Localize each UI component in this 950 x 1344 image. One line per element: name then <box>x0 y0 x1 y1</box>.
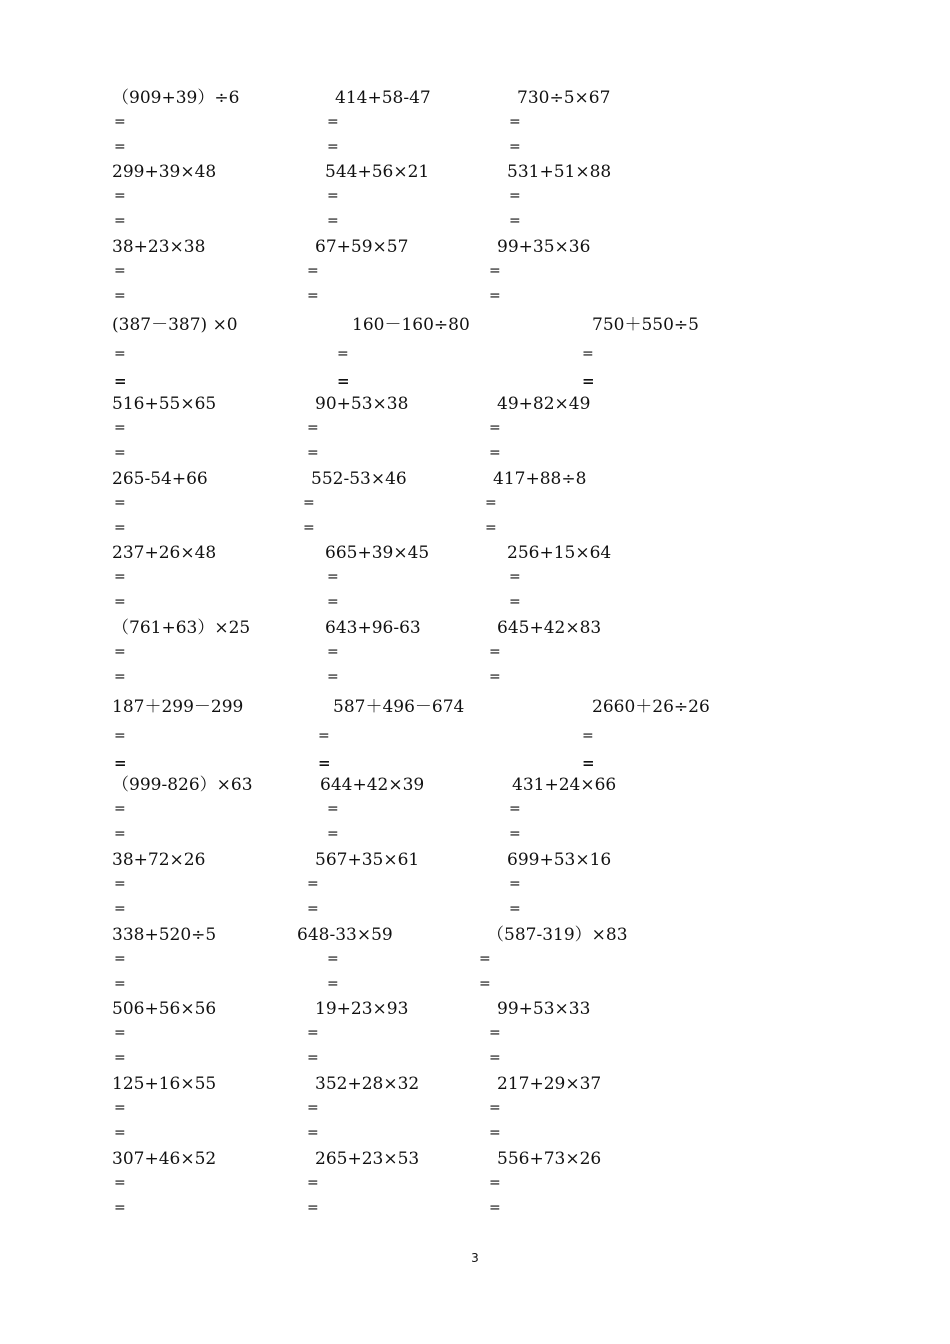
problem-expression: 19+23×93 <box>315 999 409 1019</box>
answer-line-1: = <box>489 263 501 279</box>
answer-line-1: = <box>337 346 349 362</box>
problem-expression: 567+35×61 <box>315 850 420 870</box>
answer-line-1: = <box>307 876 319 892</box>
answer-line-2: = <box>337 372 350 390</box>
answer-line-2: = <box>114 901 126 917</box>
answer-line-1: = <box>327 644 339 660</box>
problem-expression: 38+23×38 <box>112 237 206 257</box>
answer-line-2: = <box>114 213 126 229</box>
problem-expression: 730÷5×67 <box>517 88 611 108</box>
answer-line-2: = <box>307 901 319 917</box>
problem-expression: 38+72×26 <box>112 850 206 870</box>
problem-expression: 645+42×83 <box>497 618 602 638</box>
answer-line-2: = <box>489 1050 501 1066</box>
answer-line-1: = <box>114 1025 126 1041</box>
problem-expression: 506+56×56 <box>112 999 217 1019</box>
problem-expression: 516+55×65 <box>112 394 217 414</box>
answer-line-1: = <box>114 951 126 967</box>
problem-expression: （761+63）×25 <box>112 618 251 638</box>
answer-line-1: = <box>307 263 319 279</box>
answer-line-1: = <box>114 495 126 511</box>
problem-expression: 665+39×45 <box>325 543 430 563</box>
answer-line-1: = <box>114 188 126 204</box>
answer-line-2: = <box>485 520 497 536</box>
answer-line-1: = <box>114 1100 126 1116</box>
problem-expression: 544+56×21 <box>325 162 430 182</box>
answer-line-1: = <box>327 188 339 204</box>
answer-line-1: = <box>114 876 126 892</box>
answer-line-2: = <box>114 288 126 304</box>
problem-expression: 699+53×16 <box>507 850 612 870</box>
answer-line-2: = <box>114 1125 126 1141</box>
answer-line-1: = <box>489 1175 501 1191</box>
answer-line-2: = <box>327 976 339 992</box>
answer-line-1: = <box>489 1025 501 1041</box>
answer-line-1: = <box>114 801 126 817</box>
answer-line-1: = <box>582 728 594 744</box>
answer-line-2: = <box>114 754 127 772</box>
problem-expression: 750＋550÷5 <box>592 315 699 335</box>
answer-line-2: = <box>509 901 521 917</box>
problem-expression: 648-33×59 <box>297 925 393 945</box>
answer-line-1: = <box>307 1025 319 1041</box>
answer-line-2: = <box>489 1125 501 1141</box>
problem-expression: （999-826）×63 <box>112 775 253 795</box>
answer-line-1: = <box>114 644 126 660</box>
answer-line-1: = <box>114 114 126 130</box>
answer-line-1: = <box>509 188 521 204</box>
answer-line-1: = <box>114 346 126 362</box>
answer-line-1: = <box>307 1175 319 1191</box>
problem-expression: 417+88÷8 <box>493 469 587 489</box>
answer-line-2: = <box>114 826 126 842</box>
answer-line-2: = <box>582 754 595 772</box>
answer-line-1: = <box>327 114 339 130</box>
problem-expression: 265-54+66 <box>112 469 208 489</box>
problem-expression: （587-319）×83 <box>487 925 628 945</box>
answer-line-1: = <box>114 569 126 585</box>
problem-expression: 125+16×55 <box>112 1074 217 1094</box>
answer-line-2: = <box>327 594 339 610</box>
problem-expression: 67+59×57 <box>315 237 409 257</box>
answer-line-2: = <box>114 669 126 685</box>
problem-expression: 299+39×48 <box>112 162 217 182</box>
problem-expression: 338+520÷5 <box>112 925 217 945</box>
answer-line-2: = <box>318 754 331 772</box>
answer-line-1: = <box>114 420 126 436</box>
problem-expression: 307+46×52 <box>112 1149 217 1169</box>
answer-line-1: = <box>303 495 315 511</box>
answer-line-2: = <box>582 372 595 390</box>
problem-expression: 531+51×88 <box>507 162 612 182</box>
problem-expression: 99+53×33 <box>497 999 591 1019</box>
answer-line-1: = <box>327 951 339 967</box>
answer-line-2: = <box>303 520 315 536</box>
page-number: 3 <box>471 1251 479 1265</box>
problem-expression: 237+26×48 <box>112 543 217 563</box>
answer-line-1: = <box>509 569 521 585</box>
answer-line-2: = <box>509 213 521 229</box>
problem-expression: (387－387) ×0 <box>112 315 238 335</box>
answer-line-1: = <box>509 114 521 130</box>
problem-expression: 217+29×37 <box>497 1074 602 1094</box>
answer-line-2: = <box>114 372 127 390</box>
answer-line-2: = <box>489 445 501 461</box>
answer-line-1: = <box>479 951 491 967</box>
answer-line-2: = <box>327 213 339 229</box>
answer-line-2: = <box>327 669 339 685</box>
answer-line-2: = <box>489 1200 501 1216</box>
answer-line-1: = <box>114 263 126 279</box>
problem-expression: 49+82×49 <box>497 394 591 414</box>
answer-line-1: = <box>582 346 594 362</box>
problem-expression: 256+15×64 <box>507 543 612 563</box>
answer-line-2: = <box>509 594 521 610</box>
answer-line-2: = <box>114 139 126 155</box>
problem-expression: 2660＋26÷26 <box>592 697 710 717</box>
answer-line-2: = <box>327 139 339 155</box>
answer-line-2: = <box>489 288 501 304</box>
answer-line-2: = <box>307 1125 319 1141</box>
answer-line-2: = <box>327 826 339 842</box>
problem-expression: 352+28×32 <box>315 1074 420 1094</box>
answer-line-1: = <box>509 876 521 892</box>
answer-line-2: = <box>307 288 319 304</box>
answer-line-2: = <box>479 976 491 992</box>
problem-expression: 587＋496－674 <box>333 697 465 717</box>
problem-expression: 414+58-47 <box>335 88 431 108</box>
answer-line-2: = <box>114 976 126 992</box>
answer-line-1: = <box>318 728 330 744</box>
answer-line-1: = <box>509 801 521 817</box>
answer-line-1: = <box>489 420 501 436</box>
problem-expression: 556+73×26 <box>497 1149 602 1169</box>
answer-line-1: = <box>114 1175 126 1191</box>
problem-expression: （909+39）÷6 <box>112 88 240 108</box>
answer-line-2: = <box>114 594 126 610</box>
answer-line-1: = <box>307 420 319 436</box>
answer-line-2: = <box>114 1200 126 1216</box>
problem-expression: 90+53×38 <box>315 394 409 414</box>
answer-line-1: = <box>327 569 339 585</box>
problem-expression: 265+23×53 <box>315 1149 420 1169</box>
answer-line-1: = <box>485 495 497 511</box>
answer-line-1: = <box>489 1100 501 1116</box>
answer-line-1: = <box>327 801 339 817</box>
answer-line-2: = <box>114 1050 126 1066</box>
problem-expression: 99+35×36 <box>497 237 591 257</box>
problem-expression: 644+42×39 <box>320 775 425 795</box>
answer-line-2: = <box>489 669 501 685</box>
problem-expression: 431+24×66 <box>512 775 617 795</box>
answer-line-2: = <box>114 520 126 536</box>
answer-line-2: = <box>509 139 521 155</box>
answer-line-1: = <box>307 1100 319 1116</box>
problem-expression: 552-53×46 <box>311 469 407 489</box>
answer-line-2: = <box>307 445 319 461</box>
answer-line-1: = <box>114 728 126 744</box>
problem-expression: 187＋299－299 <box>112 697 244 717</box>
answer-line-2: = <box>307 1200 319 1216</box>
problem-expression: 160－160÷80 <box>352 315 470 335</box>
answer-line-2: = <box>114 445 126 461</box>
answer-line-2: = <box>307 1050 319 1066</box>
answer-line-2: = <box>509 826 521 842</box>
problem-expression: 643+96-63 <box>325 618 421 638</box>
answer-line-1: = <box>489 644 501 660</box>
